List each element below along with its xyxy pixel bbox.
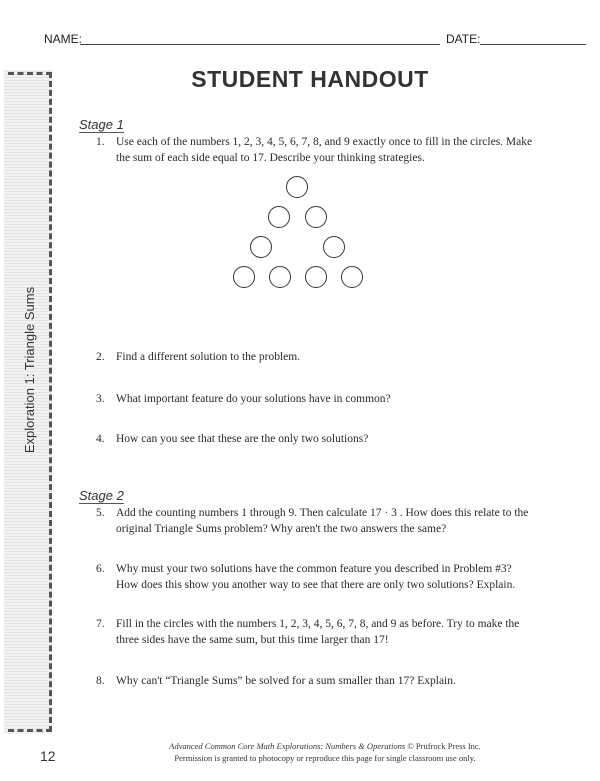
- question-number: 5.: [96, 507, 105, 519]
- question-number: 3.: [96, 393, 105, 405]
- name-label: NAME:: [44, 32, 83, 46]
- circle-bottom-3[interactable]: [305, 266, 327, 288]
- question-number: 4.: [96, 433, 105, 445]
- question-text: Fill in the circles with the numbers 1, 2, 3, 4, 5, 6, 7, 8, and 9 as before. Try to make the three sides have the same sum, but this time larger than 17!: [116, 618, 520, 646]
- book-title: Advanced Common Core Math Explorations: Numbers & Operations: [169, 741, 406, 751]
- circle-left-2[interactable]: [268, 206, 290, 228]
- footer: [160, 740, 490, 764]
- question-text: Why can't “Triangle Sums” be solved for a sum smaller than 17? Explain.: [116, 675, 456, 687]
- question-text: Why must your two solutions have the common feature you described in Problem #3? How does this show you another way to see that there are only two solutions? Explain.: [116, 563, 516, 591]
- circle-right-2[interactable]: [305, 206, 327, 228]
- header: [0, 30, 600, 52]
- date-label: DATE:: [446, 32, 481, 46]
- stage-1-heading: Stage 1: [79, 117, 124, 132]
- circle-bottom-2[interactable]: [269, 266, 291, 288]
- question-text: What important feature do your solutions have in common?: [116, 393, 391, 405]
- circle-right-3[interactable]: [323, 236, 345, 258]
- question-number: 2.: [96, 351, 105, 363]
- question-number: 1.: [96, 136, 105, 148]
- question-text: Use each of the numbers 1, 2, 3, 4, 5, 6, 7, 8, and 9 exactly once to fill in the circles. Make the sum of each side equal to 17. Describe your thinking strategies.: [116, 136, 533, 164]
- page-number: 12: [40, 748, 56, 764]
- circle-top[interactable]: [286, 176, 308, 198]
- page-title: STUDENT HANDOUT: [191, 66, 429, 92]
- question-4: [96, 431, 536, 447]
- question-5: [96, 505, 536, 537]
- question-7: [96, 616, 536, 648]
- date-field[interactable]: [480, 44, 586, 45]
- footer-line-2: Permission is granted to photocopy or reproduce this page for single classroom use only.: [174, 753, 476, 763]
- question-text: How can you see that these are the only two solutions?: [116, 433, 369, 445]
- question-number: 6.: [96, 563, 105, 575]
- question-text: Find a different solution to the problem.: [116, 351, 301, 363]
- question-text: Add the counting numbers 1 through 9. Then calculate 17 · 3 . How does this relate to the original Triangle Sums problem? Why aren't the two answers the same?: [116, 507, 529, 535]
- stage-2-heading: Stage 2: [79, 488, 124, 503]
- question-number: 8.: [96, 675, 105, 687]
- question-8: [96, 673, 536, 689]
- circle-left-3[interactable]: [250, 236, 272, 258]
- copyright: © Prufrock Press Inc.: [405, 741, 481, 751]
- question-1: [96, 134, 536, 166]
- exploration-title: Exploration 1: Triangle Sums: [22, 286, 37, 454]
- name-field[interactable]: [80, 44, 440, 45]
- question-number: 7.: [96, 618, 105, 630]
- circle-bottom-4[interactable]: [341, 266, 363, 288]
- question-3: [96, 391, 536, 407]
- circle-bottom-1[interactable]: [233, 266, 255, 288]
- question-6: [96, 561, 536, 593]
- footer-line-1: [160, 740, 490, 752]
- question-2: [96, 349, 536, 365]
